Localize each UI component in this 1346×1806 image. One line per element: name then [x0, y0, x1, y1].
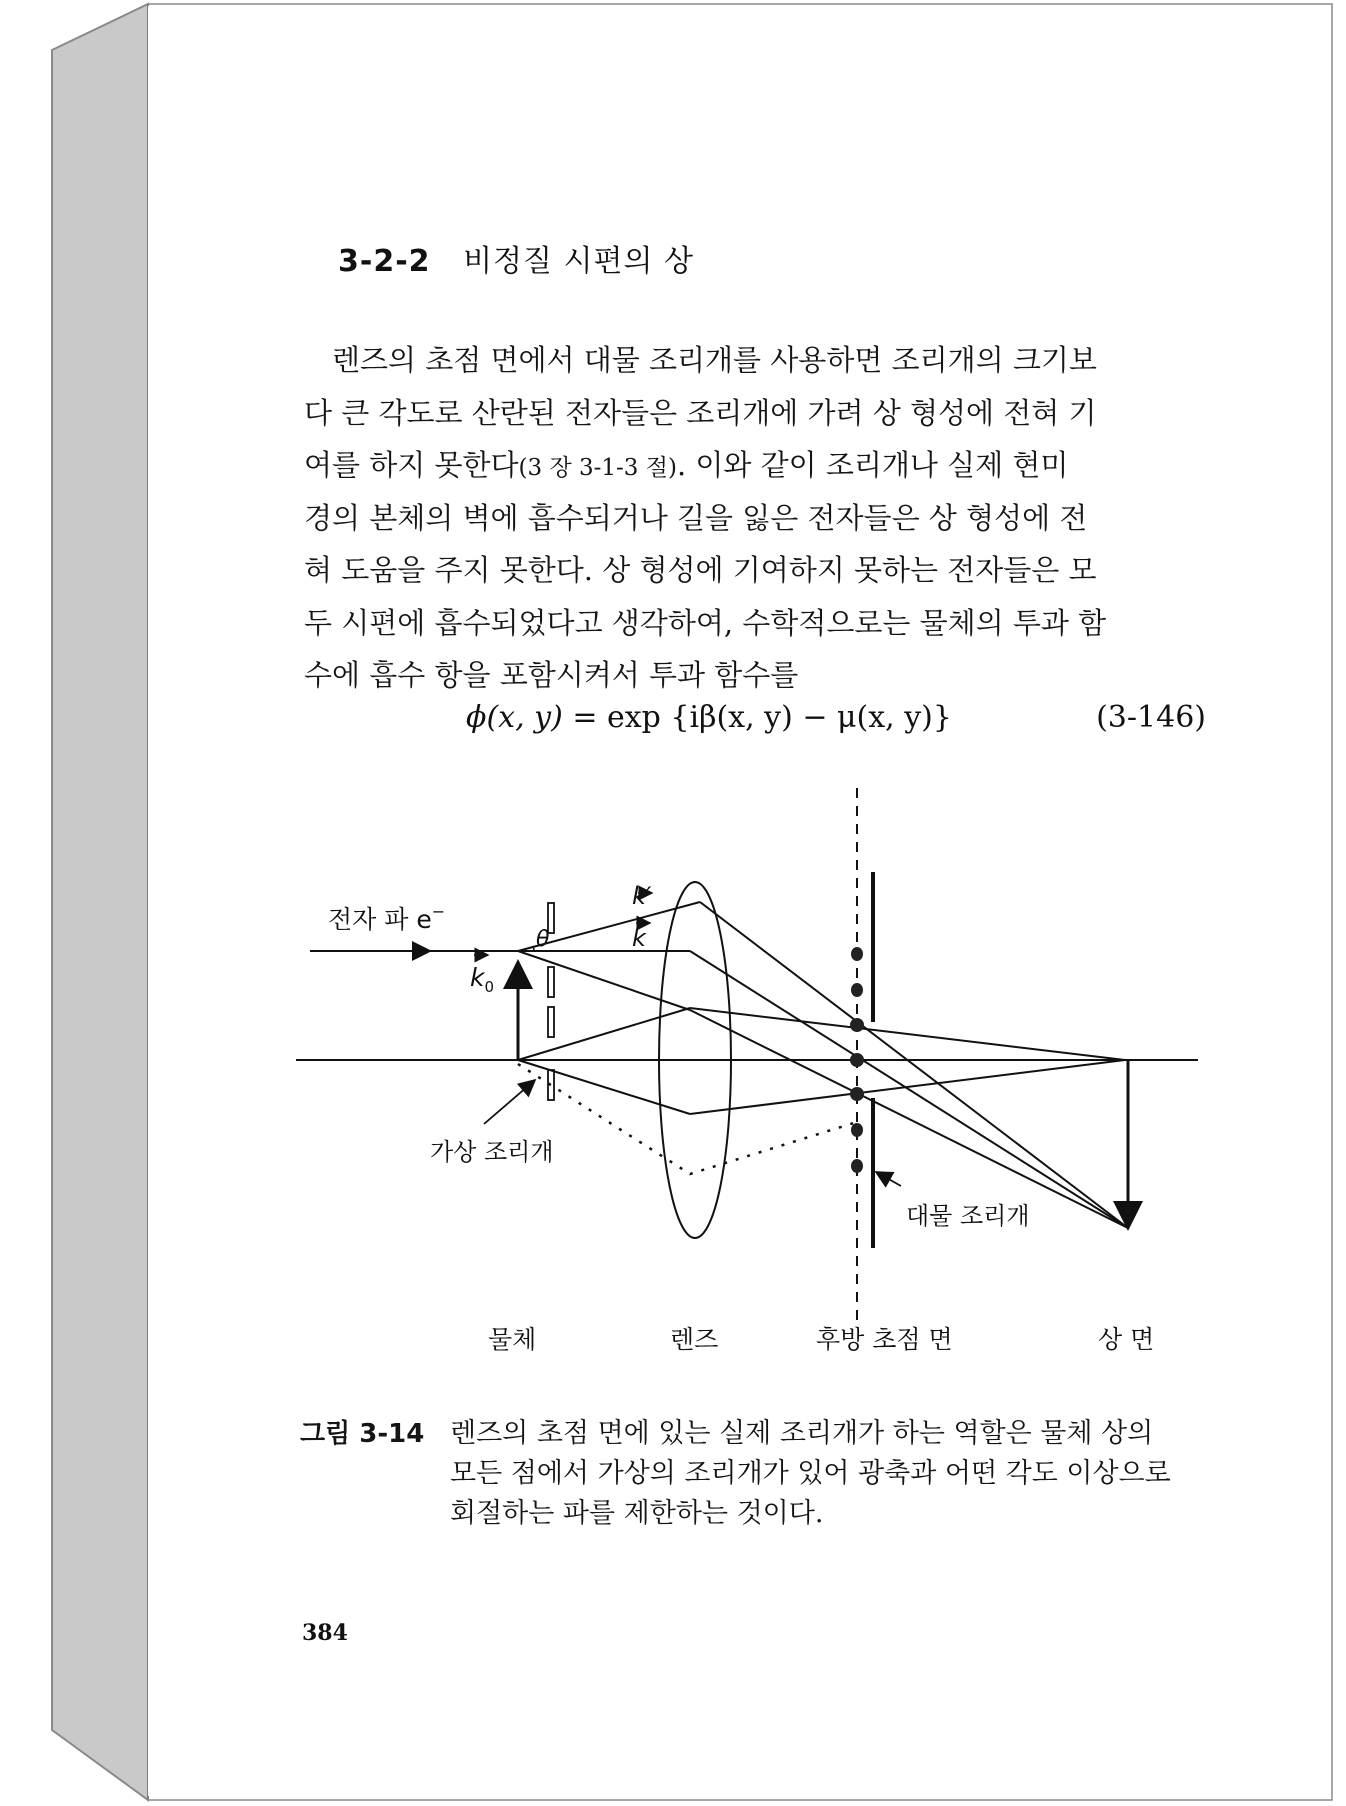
- back-focal-plane-label: 후방 초점 면: [816, 1325, 953, 1354]
- diffraction-spot: [851, 1159, 863, 1173]
- section-heading: [338, 236, 694, 280]
- figure-caption: [300, 1414, 1205, 1534]
- virtual-aperture-slit: [548, 1007, 554, 1037]
- equation-rhs: = exp {iβ(x, y) − μ(x, y)}: [562, 700, 952, 735]
- paragraph-line: 렌즈의 초점 면에서 대물 조리개를 사용하면 조리개의 크기보: [332, 343, 1097, 377]
- vector-k-label: k: [632, 924, 646, 952]
- caption-body: [450, 1414, 1205, 1534]
- paragraph-line: 여를 하지 못한다(3 장 3-1-3 절). 이와 같이 조리개나 실제 현미: [304, 439, 1204, 492]
- paragraph-line: 두 시편에 흡수되었다고 생각하여, 수학적으로는 물체의 투과 함: [304, 605, 1107, 640]
- diffraction-spot: [850, 1087, 864, 1101]
- page-number: 384: [302, 1620, 348, 1646]
- equation-lhs: ϕ(x, y): [466, 700, 563, 735]
- scattered-ray-dotted: [518, 1064, 857, 1174]
- objective-aperture-pointer: [876, 1172, 901, 1186]
- diffraction-spot: [851, 1123, 863, 1137]
- section-number: 3-2-2: [338, 244, 431, 279]
- diffraction-spot: [850, 1053, 864, 1067]
- equation-3-146: [466, 700, 1206, 735]
- body-paragraph: [304, 334, 1204, 702]
- paragraph-line: 다 큰 각도로 산란된 전자들은 조리개에 가려 상 형성에 전혀 기: [304, 395, 1097, 430]
- caption-label: 그림 3-14: [300, 1419, 425, 1449]
- theta-label: θ: [536, 927, 550, 952]
- virtual-aperture-slit: [548, 967, 554, 997]
- vector-kprime-label: k′: [632, 882, 652, 910]
- paragraph-line: 수에 흡수 항을 포함시켜서 투과 함수를: [304, 658, 799, 692]
- virtual-aperture-pointer: [484, 1080, 535, 1124]
- objective-aperture-label: 대물 조리개: [906, 1202, 1030, 1230]
- lens-label: 렌즈: [670, 1325, 719, 1354]
- section-title: 비정질 시편의 상: [463, 244, 695, 279]
- ray-diagram: [290, 780, 1210, 1360]
- diffraction-spot: [851, 983, 863, 997]
- equation-number: (3-146): [1096, 700, 1206, 735]
- virtual-aperture-label: 가상 조리개: [430, 1138, 554, 1166]
- paragraph-line: 혀 도움을 주지 못한다. 상 형성에 기여하지 못하는 전자들은 모: [304, 553, 1097, 587]
- caption-line: 렌즈의 초점 면에 있는 실제 조리개가 하는 역할은 물체 상의: [450, 1418, 1154, 1449]
- image-plane-label: 상 면: [1098, 1325, 1155, 1354]
- paragraph-line: 경의 본체의 벽에 흡수되거나 길을 잃은 전자들은 상 형성에 전: [304, 500, 1088, 535]
- caption-line: 모든 점에서 가상의 조리개가 있어 광축과 어떤 각도 이상으로: [450, 1458, 1171, 1489]
- cross-reference: (3 장 3-1-3 절): [518, 455, 677, 481]
- object-label: 물체: [488, 1325, 537, 1354]
- vector-k0-label: $k_0$: [470, 963, 495, 996]
- diffraction-spot: [850, 1018, 864, 1032]
- caption-line: 회절하는 파를 제한하는 것이다.: [450, 1498, 824, 1529]
- diffraction-spot: [851, 947, 863, 961]
- wave-label: 전자 파 e−: [328, 902, 446, 934]
